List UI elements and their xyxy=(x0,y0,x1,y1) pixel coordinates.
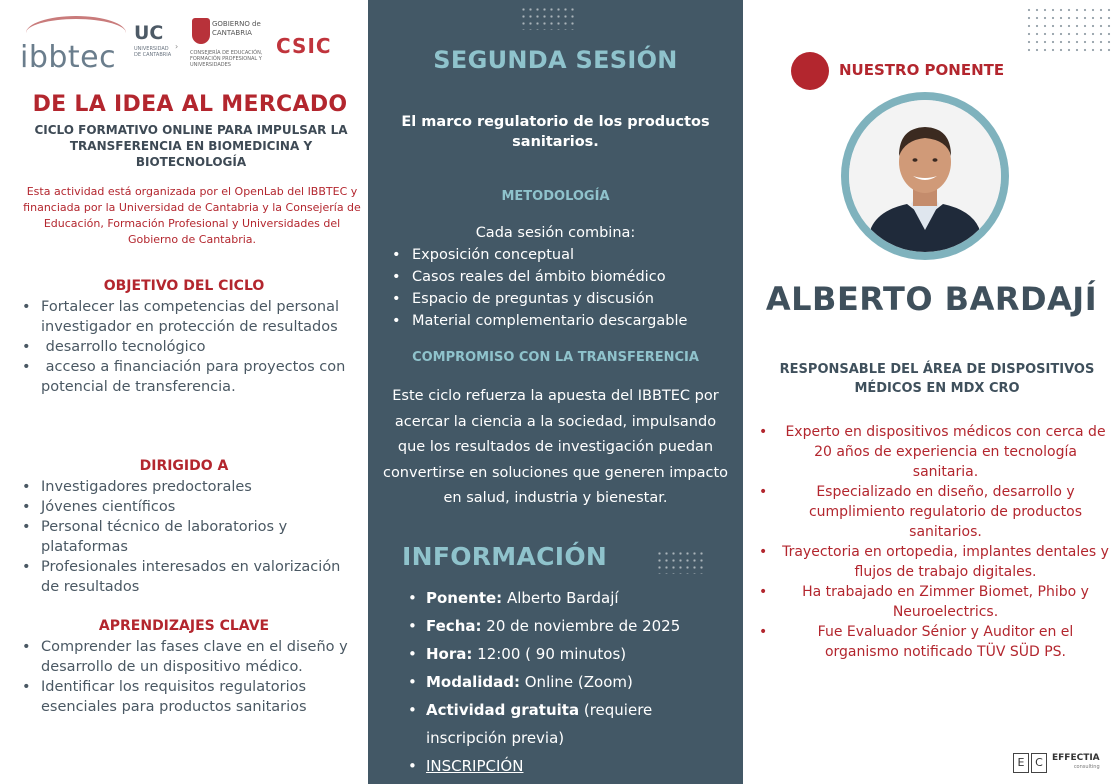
list-item: • Casos reales del ámbito biomédico xyxy=(392,266,732,288)
info-heading: INFORMACIÓN xyxy=(402,542,608,571)
left-panel xyxy=(0,0,368,784)
dirigido-list xyxy=(22,477,362,597)
list-item: • Jóvenes científicos xyxy=(22,497,362,517)
list-item: • Espacio de preguntas y discusión xyxy=(392,288,732,310)
ibbtec-logo: ibbtec xyxy=(20,40,117,75)
speaker-bio-list xyxy=(755,422,1110,662)
right-panel xyxy=(743,0,1120,784)
metodologia-intro: Cada sesión combina: xyxy=(475,225,636,241)
speaker-portrait-icon xyxy=(849,100,1001,252)
cantabria-crest-icon xyxy=(192,18,210,44)
uc-logo-subtitle: UNIVERSIDAD DE CANTABRIA xyxy=(134,46,172,58)
inscripcion-link[interactable]: INSCRIPCIÓN xyxy=(426,757,524,775)
session-title: SEGUNDA SESIÓN xyxy=(433,46,678,74)
list-item: • Experto en dispositivos médicos con cerca de 20 años de experiencia en tecnología sanitaria. xyxy=(755,422,1110,482)
cycle-subtitle: CICLO FORMATIVO ONLINE PARA IMPULSAR LA TRANSFERENCIA EN BIOMEDICINA Y BIOTECNOLOGÍA xyxy=(34,123,348,169)
effectia-name: EFFECTIA xyxy=(1052,753,1100,763)
organization-note: Esta actividad está organizada por el OpenLab del IBBTEC y financiada por la Universidad de Cantabria y la Consejería de Educación, Formación Profesional y Universidades del Gobierno de Cantabria. xyxy=(23,185,361,246)
gobierno-cantabria-logo: GOBIERNO de CANTABRIA xyxy=(212,20,261,37)
decorative-dots xyxy=(520,6,574,30)
list-item: • Especializado en diseño, desarrollo y cumplimiento regulatorio de productos sanitarios. xyxy=(755,482,1110,542)
middle-panel xyxy=(368,0,743,784)
ponente-heading: NUESTRO PONENTE xyxy=(839,61,1005,79)
info-hora: • Hora: 12:00 ( 90 minutos) xyxy=(408,640,728,668)
effectia-letter: E xyxy=(1013,753,1029,773)
csic-logo: CSIC xyxy=(276,34,332,58)
speaker-role: RESPONSABLE DEL ÁREA DE DISPOSITIVOS MÉDICOS EN MDX CRO xyxy=(779,362,1095,396)
info-fecha: • Fecha: 20 de noviembre de 2025 xyxy=(408,612,728,640)
speaker-name: ALBERTO BARDAJÍ xyxy=(765,280,1098,318)
list-item: • Comprender las fases clave en el diseño y desarrollo de un dispositivo médico. xyxy=(22,637,362,677)
red-circle-icon xyxy=(791,52,829,90)
metodologia-heading: METODOLOGÍA xyxy=(501,189,610,204)
compromiso-heading: COMPROMISO CON LA TRANSFERENCIA xyxy=(412,350,699,365)
aprendizajes-heading: APRENDIZAJES CLAVE xyxy=(98,618,270,634)
list-item: • Personal técnico de laboratorios y plataformas xyxy=(22,517,362,557)
info-ponente: • Ponente: Alberto Bardají xyxy=(408,584,728,612)
list-item: • desarrollo tecnológico xyxy=(22,337,362,357)
arrow-icon: › xyxy=(175,42,179,51)
main-title: DE LA IDEA AL MERCADO xyxy=(32,92,348,117)
info-list xyxy=(408,584,728,780)
effectia-sub: consulting xyxy=(1073,764,1100,770)
objetivo-heading: OBJETIVO DEL CICLO xyxy=(103,278,265,294)
speaker-photo xyxy=(849,100,1001,252)
list-item: • acceso a financiación para proyectos con potencial de transferencia. xyxy=(22,357,362,397)
compromiso-text: Este ciclo refuerza la apuesta del IBBTEC por acercar la ciencia a la sociedad, impulsando que los resultados de investigación puedan convertirse en soluciones que generen impacto en salud, industria y bienestar. xyxy=(382,388,729,506)
dirigido-heading: DIRIGIDO A xyxy=(139,458,229,474)
list-item: • Fue Evaluador Sénior y Auditor en el organismo notificado TÜV SÜD PS. xyxy=(755,622,1110,662)
list-item: • Identificar los requisitos regulatorios esenciales para productos sanitarios xyxy=(22,677,362,717)
objetivo-list xyxy=(22,297,362,397)
list-item: • Investigadores predoctorales xyxy=(22,477,362,497)
session-topic: El marco regulatorio de los productos sanitarios. xyxy=(401,114,710,150)
info-gratuita: • Actividad gratuita (requiere inscripción previa) xyxy=(408,696,728,752)
effectia-letter: C xyxy=(1031,753,1047,773)
effectia-logo xyxy=(1013,752,1100,774)
gobierno-cantabria-subtitle: CONSEJERÍA DE EDUCACIÓN, FORMACIÓN PROFESIONAL Y UNIVERSIDADES xyxy=(190,50,263,68)
uc-logo: UC xyxy=(134,22,164,44)
partner-logos xyxy=(20,12,360,82)
list-item: • Exposición conceptual xyxy=(392,244,732,266)
list-item: • Fortalecer las competencias del personal investigador en protección de resultados xyxy=(22,297,362,337)
list-item: • Trayectoria en ortopedia, implantes dentales y flujos de trabajo digitales. xyxy=(755,542,1110,582)
info-inscripcion xyxy=(408,752,728,780)
list-item: • Material complementario descargable xyxy=(392,310,732,332)
aprendizajes-list xyxy=(22,637,362,717)
metodologia-list xyxy=(392,244,732,332)
list-item: • Ha trabajado en Zimmer Biomet, Phibo y Neuroelectrics. xyxy=(755,582,1110,622)
decorative-dots xyxy=(656,550,706,574)
decorative-dots xyxy=(1025,6,1113,54)
info-modalidad: • Modalidad: Online (Zoom) xyxy=(408,668,728,696)
list-item: • Profesionales interesados en valorización de resultados xyxy=(22,557,362,597)
